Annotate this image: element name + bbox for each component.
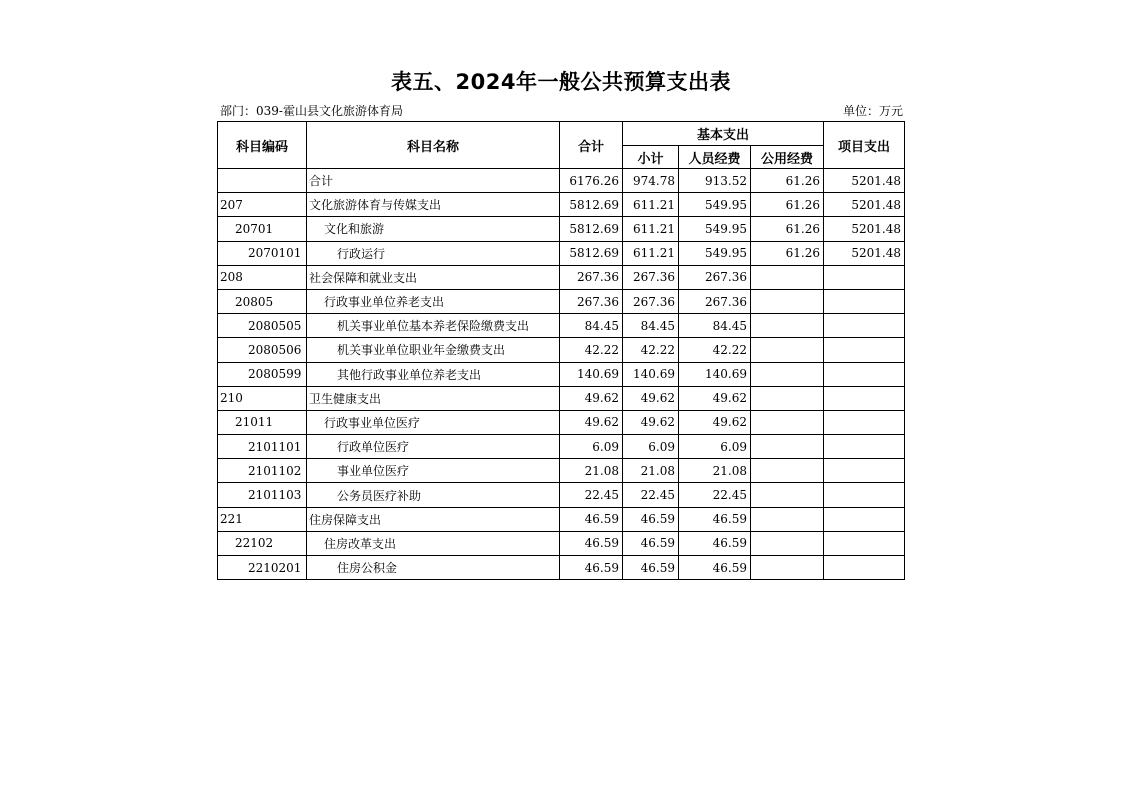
cell-name: 卫生健康支出	[307, 386, 560, 410]
cell-project: 5201.48	[824, 241, 905, 265]
cell-public: 61.26	[751, 169, 824, 193]
cell-total: 42.22	[560, 338, 623, 362]
cell-personnel: 46.59	[679, 556, 751, 580]
cell-project	[824, 483, 905, 507]
cell-name: 文化和旅游	[307, 217, 560, 241]
cell-name: 住房公积金	[307, 556, 560, 580]
cell-public	[751, 265, 824, 289]
department-label: 部门：039-霍山县文化旅游体育局	[220, 104, 403, 118]
cell-subtotal: 21.08	[623, 459, 679, 483]
table-row	[218, 483, 905, 507]
cell-code: 2070101	[218, 241, 307, 265]
cell-name: 行政事业单位医疗	[307, 410, 560, 434]
cell-total: 84.45	[560, 314, 623, 338]
cell-public: 61.26	[751, 193, 824, 217]
cell-total: 267.36	[560, 289, 623, 313]
cell-personnel: 46.59	[679, 507, 751, 531]
cell-public	[751, 459, 824, 483]
cell-code: 21011	[218, 410, 307, 434]
cell-project	[824, 314, 905, 338]
cell-public	[751, 531, 824, 555]
cell-name: 住房保障支出	[307, 507, 560, 531]
cell-name: 行政事业单位养老支出	[307, 289, 560, 313]
cell-name: 公务员医疗补助	[307, 483, 560, 507]
cell-name: 机关事业单位基本养老保险缴费支出	[307, 314, 560, 338]
cell-name: 事业单位医疗	[307, 459, 560, 483]
page-title: 表五、2024年一般公共预算支出表	[391, 70, 731, 94]
cell-personnel: 913.52	[679, 169, 751, 193]
cell-personnel: 267.36	[679, 289, 751, 313]
cell-public	[751, 314, 824, 338]
cell-code: 208	[218, 265, 307, 289]
cell-subtotal: 267.36	[623, 289, 679, 313]
cell-project	[824, 556, 905, 580]
cell-subtotal: 46.59	[623, 531, 679, 555]
table-row	[218, 241, 905, 265]
cell-project	[824, 531, 905, 555]
cell-public	[751, 507, 824, 531]
cell-total: 46.59	[560, 531, 623, 555]
cell-total: 46.59	[560, 556, 623, 580]
cell-total: 46.59	[560, 507, 623, 531]
cell-public	[751, 386, 824, 410]
unit-label: 单位：万元	[842, 104, 903, 118]
cell-subtotal: 46.59	[623, 507, 679, 531]
cell-project	[824, 265, 905, 289]
cell-name: 机关事业单位职业年金缴费支出	[307, 338, 560, 362]
cell-project	[824, 386, 905, 410]
cell-project	[824, 410, 905, 434]
cell-personnel: 42.22	[679, 338, 751, 362]
table-row	[218, 410, 905, 434]
table-row	[218, 169, 905, 193]
cell-personnel: 49.62	[679, 386, 751, 410]
cell-code: 2101101	[218, 435, 307, 459]
cell-personnel: 49.62	[679, 410, 751, 434]
table-body	[218, 169, 905, 580]
cell-subtotal: 267.36	[623, 265, 679, 289]
cell-code: 2080505	[218, 314, 307, 338]
cell-project: 5201.48	[824, 169, 905, 193]
cell-code: 2080599	[218, 362, 307, 386]
col-header-personnel: 人员经费	[679, 146, 751, 169]
cell-code: 207	[218, 193, 307, 217]
col-header-total: 合计	[560, 122, 623, 169]
cell-project: 5201.48	[824, 217, 905, 241]
table-row	[218, 314, 905, 338]
table-row	[218, 531, 905, 555]
cell-total: 5812.69	[560, 241, 623, 265]
cell-name: 合计	[307, 169, 560, 193]
cell-personnel: 549.95	[679, 193, 751, 217]
table-row	[218, 289, 905, 313]
cell-personnel: 46.59	[679, 531, 751, 555]
table-row	[218, 265, 905, 289]
cell-personnel: 549.95	[679, 217, 751, 241]
table-row	[218, 362, 905, 386]
col-header-project: 项目支出	[824, 122, 905, 169]
cell-name: 行政运行	[307, 241, 560, 265]
cell-subtotal: 49.62	[623, 410, 679, 434]
cell-name: 文化旅游体育与传媒支出	[307, 193, 560, 217]
cell-public: 61.26	[751, 241, 824, 265]
cell-name: 社会保障和就业支出	[307, 265, 560, 289]
cell-name: 住房改革支出	[307, 531, 560, 555]
cell-personnel: 140.69	[679, 362, 751, 386]
cell-total: 5812.69	[560, 217, 623, 241]
col-header-public: 公用经费	[751, 146, 824, 169]
cell-public	[751, 362, 824, 386]
cell-public	[751, 410, 824, 434]
cell-total: 6.09	[560, 435, 623, 459]
cell-subtotal: 49.62	[623, 386, 679, 410]
cell-code	[218, 169, 307, 193]
cell-code: 22102	[218, 531, 307, 555]
cell-project	[824, 459, 905, 483]
cell-code: 2210201	[218, 556, 307, 580]
cell-subtotal: 140.69	[623, 362, 679, 386]
cell-code: 210	[218, 386, 307, 410]
header-row-1	[218, 122, 905, 146]
cell-total: 49.62	[560, 386, 623, 410]
cell-subtotal: 46.59	[623, 556, 679, 580]
cell-public	[751, 556, 824, 580]
cell-subtotal: 84.45	[623, 314, 679, 338]
table-row	[218, 217, 905, 241]
col-header-basic: 基本支出	[623, 122, 824, 146]
cell-public	[751, 289, 824, 313]
cell-public	[751, 483, 824, 507]
cell-subtotal: 611.21	[623, 241, 679, 265]
cell-personnel: 84.45	[679, 314, 751, 338]
cell-project	[824, 435, 905, 459]
cell-total: 6176.26	[560, 169, 623, 193]
cell-total: 140.69	[560, 362, 623, 386]
cell-personnel: 267.36	[679, 265, 751, 289]
table-row	[218, 507, 905, 531]
cell-subtotal: 611.21	[623, 193, 679, 217]
cell-code: 20805	[218, 289, 307, 313]
cell-subtotal: 974.78	[623, 169, 679, 193]
cell-subtotal: 42.22	[623, 338, 679, 362]
cell-code: 221	[218, 507, 307, 531]
table-row	[218, 193, 905, 217]
cell-code: 2080506	[218, 338, 307, 362]
cell-total: 5812.69	[560, 193, 623, 217]
cell-project: 5201.48	[824, 193, 905, 217]
cell-total: 49.62	[560, 410, 623, 434]
cell-personnel: 549.95	[679, 241, 751, 265]
cell-personnel: 21.08	[679, 459, 751, 483]
table-row	[218, 435, 905, 459]
cell-code: 2101102	[218, 459, 307, 483]
cell-personnel: 22.45	[679, 483, 751, 507]
table-row	[218, 459, 905, 483]
cell-code: 20701	[218, 217, 307, 241]
col-header-subtotal: 小计	[623, 146, 679, 169]
budget-table	[217, 121, 905, 580]
col-header-name: 科目名称	[307, 122, 560, 169]
table-row	[218, 338, 905, 362]
cell-total: 22.45	[560, 483, 623, 507]
cell-project	[824, 289, 905, 313]
cell-total: 21.08	[560, 459, 623, 483]
cell-subtotal: 22.45	[623, 483, 679, 507]
cell-project	[824, 362, 905, 386]
cell-public	[751, 435, 824, 459]
cell-name: 行政单位医疗	[307, 435, 560, 459]
cell-project	[824, 338, 905, 362]
cell-subtotal: 611.21	[623, 217, 679, 241]
table-row	[218, 386, 905, 410]
cell-name: 其他行政事业单位养老支出	[307, 362, 560, 386]
cell-personnel: 6.09	[679, 435, 751, 459]
cell-project	[824, 507, 905, 531]
cell-public: 61.26	[751, 217, 824, 241]
cell-subtotal: 6.09	[623, 435, 679, 459]
cell-code: 2101103	[218, 483, 307, 507]
cell-public	[751, 338, 824, 362]
table-row	[218, 556, 905, 580]
col-header-code: 科目编码	[218, 122, 307, 169]
cell-total: 267.36	[560, 265, 623, 289]
